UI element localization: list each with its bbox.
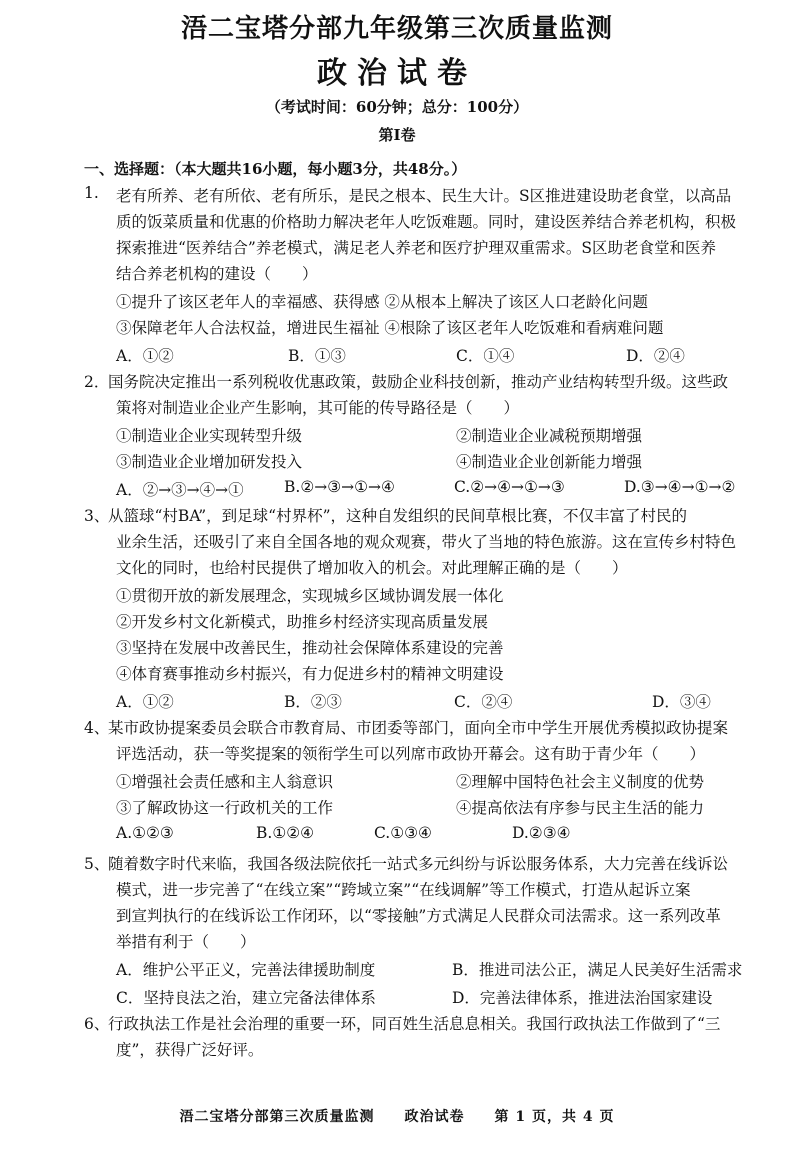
- question-number: 1.: [84, 184, 99, 202]
- question-text-line: 探索推进“医养结合”养老模式，满足老人养老和医疗护理双重需求。S区助老食堂和医养: [116, 239, 716, 257]
- statement-line: ③了解政协这一行政机关的工作: [116, 799, 334, 817]
- option-c: C.②→④→①→③: [454, 478, 565, 496]
- question-number: 6、: [84, 1015, 110, 1033]
- question-text-line: 模式，进一步完善了“在线立案”“跨域立案”“在线调解”等工作模式，打造从起诉立案: [116, 881, 691, 899]
- question-number: 5、: [84, 855, 110, 873]
- option-a: A.①②③: [116, 824, 174, 842]
- option-b: B.①②④: [256, 824, 315, 842]
- part-label: 第Ⅰ卷: [378, 126, 416, 144]
- section-desc: （本大题共16小题，每小题3分，共48分。）: [174, 160, 467, 178]
- question-text-line: 随着数字时代来临，我国各级法院依托一站式多元纠纷与诉讼服务体系，大力完善在线诉讼: [108, 855, 729, 873]
- question-text-line: 度”，获得广泛好评。: [116, 1041, 264, 1059]
- statement-line: ②理解中国特色社会主义制度的优势: [456, 773, 705, 791]
- question-text-line: 到宣判执行的在线诉讼工作闭环，以“零接触”方式满足人民群众司法需求。这一系列改革: [116, 907, 721, 925]
- statement-line: ①制造业企业实现转型升级: [116, 427, 303, 445]
- option-d: D．完善法律体系，推进法治国家建设: [452, 989, 713, 1007]
- option-d: D.③→④→①→②: [624, 478, 736, 496]
- question-number: 4、: [84, 719, 110, 737]
- option-c: C．②④: [454, 693, 513, 711]
- statement-line: ②制造业企业减税预期增强: [456, 427, 643, 445]
- question-text-line: 老有所养、老有所依、老有所乐，是民之根本、民生大计。S区推进建设助老食堂，以高品: [116, 187, 732, 205]
- exam-title: 浯二宝塔分部九年级第三次质量监测: [180, 14, 613, 44]
- question-text-line: 质的饭菜质量和优惠的价格助力解决老年人吃饭难题。同时，建设医养结合养老机构，积极: [116, 213, 737, 231]
- question-text-line: 业余生活，还吸引了来自全国各地的观众观赛，带火了当地的特色旅游。这在宣传乡村特色: [116, 533, 737, 551]
- option-c: C．坚持良法之治，建立完备法律体系: [116, 989, 376, 1007]
- option-c: C．①④: [456, 347, 515, 365]
- option-d: D.②③④: [512, 824, 571, 842]
- statement-line: ①贯彻开放的新发展理念，实现城乡区域协调发展一体化: [116, 587, 504, 605]
- statement-line: ③制造业企业增加研发投入: [116, 453, 303, 471]
- question-text-line: 从篮球“村BA”，到足球“村界杯”，这种自发组织的民间草根比赛，不仅丰富了村民的: [108, 507, 688, 525]
- question-text-line: 策将对制造业企业产生影响，其可能的传导路径是（ ）: [116, 399, 520, 417]
- question-text-line: 国务院决定推出一系列税收优惠政策，鼓励企业科技创新，推动产业结构转型升级。这些政: [108, 373, 729, 391]
- statement-line: ④制造业企业创新能力增强: [456, 453, 643, 471]
- question-text-line: 某市政协提案委员会联合市教育局、市团委等部门，面向全市中学生开展优秀模拟政协提案: [108, 719, 729, 737]
- question-text-line: 举措有利于（ ）: [116, 933, 256, 951]
- statement-line: ②开发乡村文化新模式，助推乡村经济实现高质量发展: [116, 613, 489, 631]
- section-heading: [84, 158, 466, 179]
- statement-line: ①提升了该区老年人的幸福感、获得感 ②从根本上解决了该区人口老龄化问题: [116, 293, 648, 311]
- option-d: D．③④: [652, 693, 711, 711]
- question-text-line: 结合养老机构的建设（ ）: [116, 265, 318, 283]
- statement-line: ①增强社会责任感和主人翁意识: [116, 773, 334, 791]
- question-text-line: 评选活动，获一等奖提案的领衔学生可以列席市政协开幕会。这有助于青少年（ ）: [116, 745, 706, 763]
- option-b: B．①③: [288, 347, 346, 365]
- statement-line: ③坚持在发展中改善民生，推动社会保障体系建设的完善: [116, 639, 504, 657]
- option-b: B.②→③→①→④: [284, 478, 395, 496]
- option-b: B．②③: [284, 693, 342, 711]
- statement-line: ④体育赛事推动乡村振兴，有力促进乡村的精神文明建设: [116, 665, 504, 683]
- option-d: D．②④: [626, 347, 685, 365]
- statement-line: ③保障老年人合法权益，增进民生福祉 ④根除了该区老年人吃饭难和看病难问题: [116, 319, 664, 337]
- option-a: A．①②: [116, 693, 174, 711]
- exam-info: （考试时间：60分钟；总分：100分）: [265, 98, 529, 116]
- option-b: B．推进司法公正，满足人民美好生活需求: [452, 961, 743, 979]
- option-a: A．①②: [116, 347, 174, 365]
- option-a: A．②→③→④→①: [116, 481, 244, 499]
- exam-subtitle: 政治试卷: [317, 56, 477, 91]
- question-text-line: 文化的同时，也给村民提供了增加收入的机会。对此理解正确的是（ ）: [116, 559, 628, 577]
- section-label: 一、选择题：: [84, 160, 175, 178]
- page-footer: 浯二宝塔分部第三次质量监测 政治试卷 第 1 页，共 4 页: [179, 1109, 615, 1125]
- question-text-line: 行政执法工作是社会治理的重要一环，同百姓生活息息相关。我国行政执法工作做到了“三: [108, 1015, 721, 1033]
- question-number: 3、: [84, 507, 110, 525]
- option-c: C.①③④: [374, 824, 432, 842]
- question-number: 2．: [84, 373, 110, 391]
- option-a: A．维护公平正义，完善法律援助制度: [116, 961, 376, 979]
- statement-line: ④提高依法有序参与民主生活的能力: [456, 799, 705, 817]
